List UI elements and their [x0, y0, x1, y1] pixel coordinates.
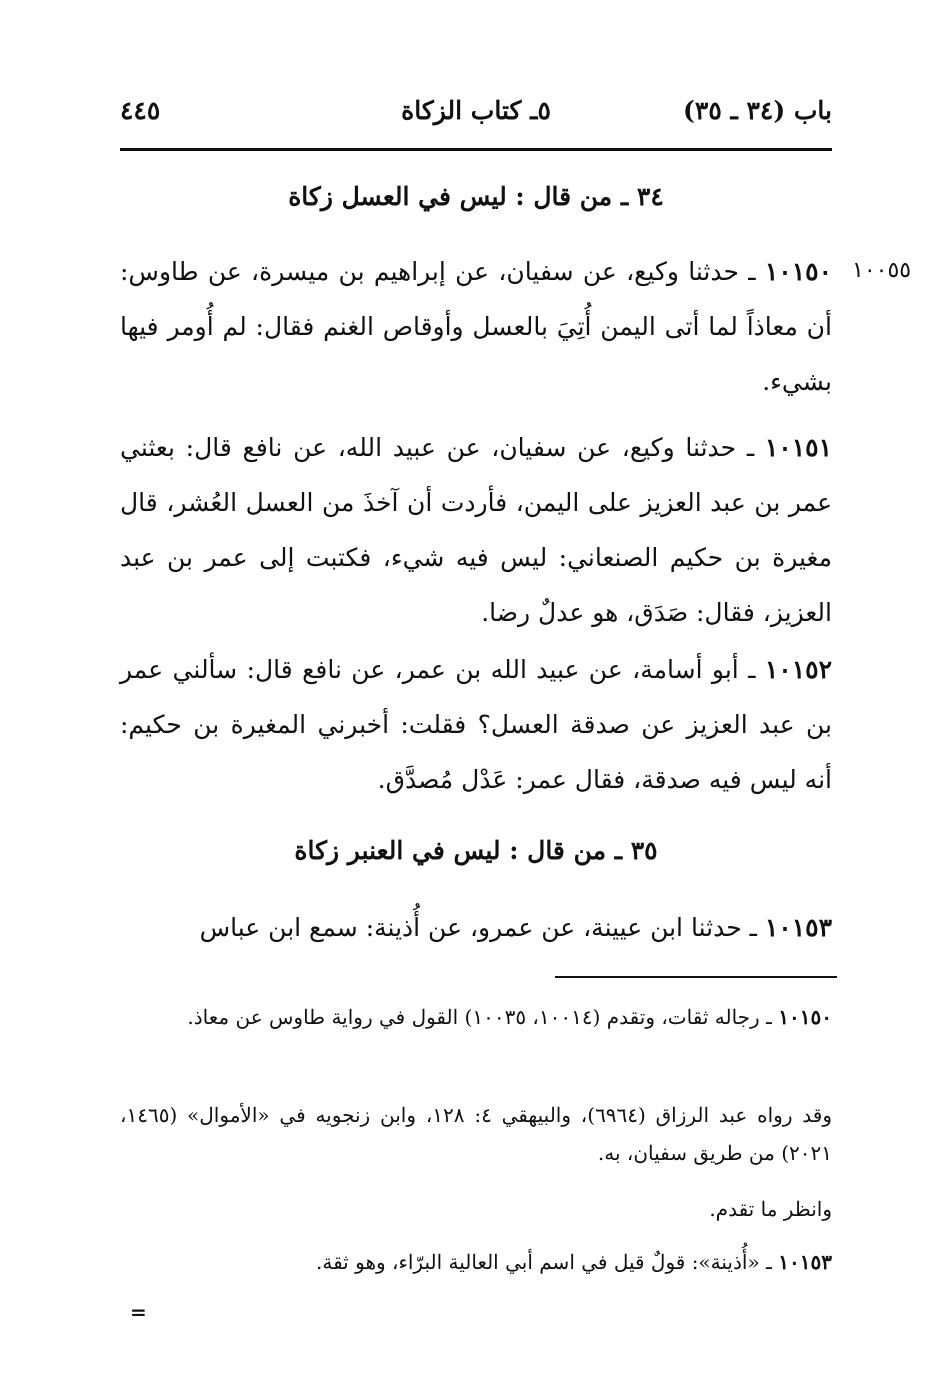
hadith-10150 — [120, 244, 832, 409]
footnote-text: وقد رواه عبد الرزاق (٦٩٦٤)، والبيهقي ٤: ١٢٨، وابن زنجويه في «الأموال» (١٤٦٥، ٢٠٢١) من طريق سفيان، به. — [120, 1103, 832, 1165]
hadith-number: ١٠١٥١ — [764, 433, 832, 462]
footnote-number: ١٠١٥٣ — [778, 1250, 832, 1274]
footnote-rule — [555, 976, 837, 978]
header-rule — [120, 148, 832, 151]
footnote-sources — [120, 1096, 832, 1172]
footnote-text: ـ رجاله ثقات، وتقدم (١٠٠١٤، ١٠٠٣٥) القول في رواية طاوس عن معاذ. — [187, 1005, 779, 1029]
hadith-10153 — [120, 900, 832, 955]
hadith-number: ١٠١٥٠ — [764, 257, 832, 286]
page-header — [120, 96, 832, 136]
hadith-text: ـ حدثنا وكيع، عن سفيان، عن إبراهيم بن ميسرة، عن طاوس: أن معاذاً لما أتى اليمن أُتِيَ بالعسل وأوقاص الغنم فقال: لم أُومر فيها بشيء. — [120, 257, 832, 396]
hadith-number: ١٠١٥٢ — [764, 655, 832, 684]
chapter-range: باب (٣٤ ـ ٣٥) — [683, 96, 832, 125]
footnote-text: ـ «أُذينة»: قولٌ قيل في اسم أبي العالية البرّاء، وهو ثقة. — [315, 1250, 779, 1274]
footnote-10150 — [120, 998, 832, 1036]
footnote-10153 — [120, 1243, 832, 1281]
hadith-text: ـ حدثنا وكيع، عن سفيان، عن عبيد الله، عن نافع قال: بعثني عمر بن عبد العزيز على اليمن، فأردت أن آخذَ من العسل العُشر، قال مغيرة بن حكيم الصنعاني: ليس فيه شيء، فكتبت إلى عمر بن عبد العزيز، فقال: صَدَق، هو عدلٌ رضا. — [120, 433, 832, 627]
section-title-35: ٣٥ ـ من قال : ليس في العنبر زكاة — [294, 836, 658, 865]
continuation-mark: = — [130, 1300, 147, 1324]
hadith-text: ـ أبو أسامة، عن عبيد الله بن عمر، عن نافع قال: سألني عمر بن عبد العزيز عن صدقة العسل؟ فقلت: أخبرني المغيرة بن حكيم: أنه ليس فيه صدقة، فقال عمر: عَدْل مُصدَّق. — [120, 655, 833, 794]
book-title: ٥ـ كتاب الزكاة — [401, 96, 551, 125]
hadith-number: ١٠١٥٣ — [764, 913, 832, 942]
hadith-10152 — [120, 642, 832, 807]
hadith-10151 — [120, 420, 832, 640]
page-number: ٤٤٥ — [120, 96, 161, 125]
margin-reference-number: ١٠٠٥٥ — [852, 258, 912, 283]
footnote-text: وانظر ما تقدم. — [709, 1197, 832, 1221]
hadith-text: ـ حدثنا ابن عيينة، عن عمرو، عن أُذينة: سمع ابن عباس — [199, 913, 765, 942]
section-title-34: ٣٤ ـ من قال : ليس في العسل زكاة — [288, 182, 664, 211]
footnote-number: ١٠١٥٠ — [778, 1005, 832, 1029]
footnote-see-above — [120, 1190, 832, 1228]
